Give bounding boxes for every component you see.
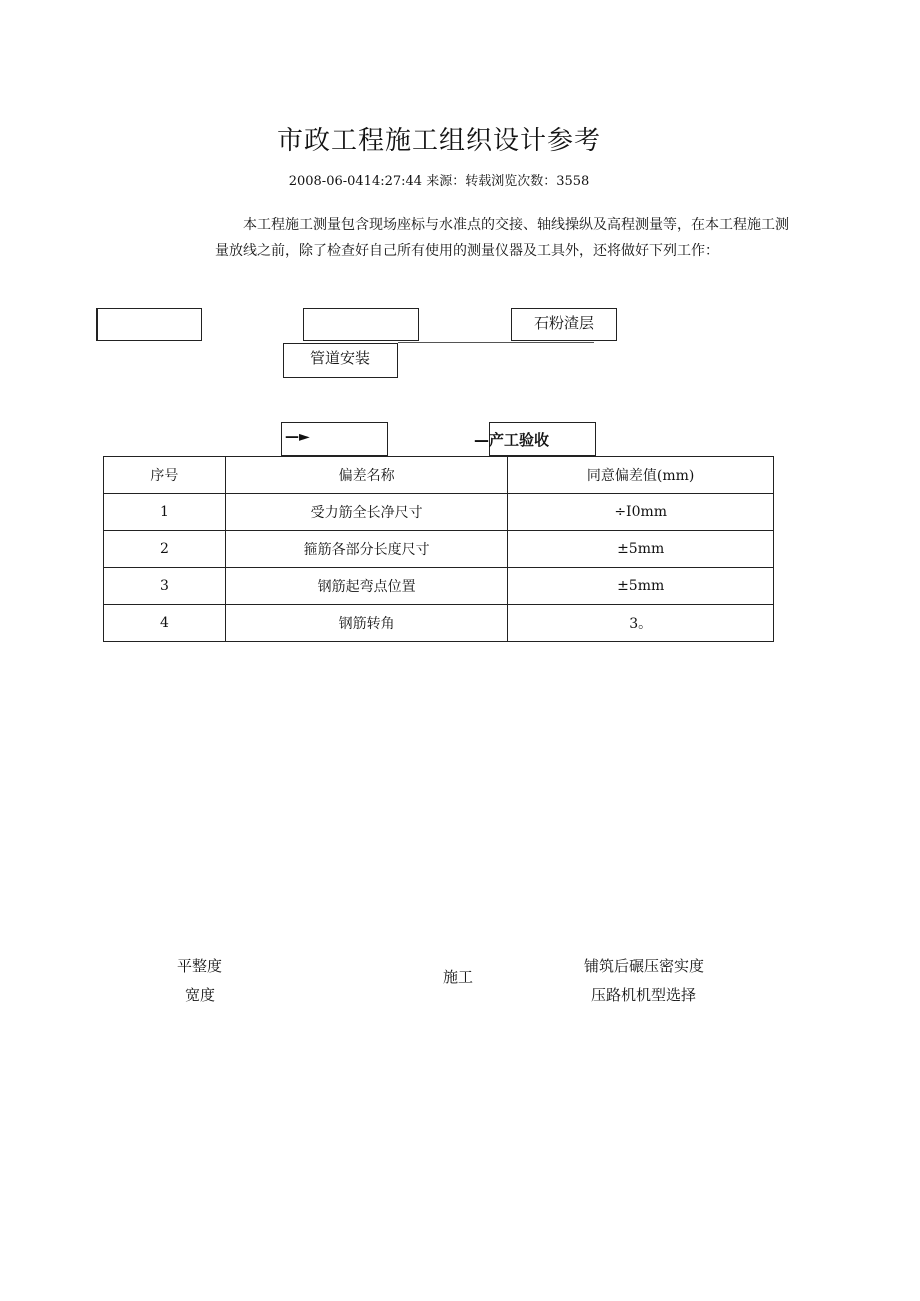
- label-compaction: 铺筑后碾压密实度: [584, 957, 705, 975]
- cell-index: 2: [104, 531, 226, 568]
- cell-index: 1: [104, 494, 226, 531]
- page-title: 市政工程施工组织设计参考: [276, 126, 601, 156]
- label-construction: 施工: [443, 968, 474, 986]
- header-tolerance: 同意偏差值(mm): [508, 457, 774, 494]
- cell-tolerance: ±5mm: [508, 568, 774, 605]
- guandao-label: 管道安装: [310, 349, 371, 367]
- cell-name: 钢筋起弯点位置: [225, 568, 508, 605]
- label-flatness: 平整度: [177, 957, 223, 975]
- intro-paragraph: 本工程施工测量包含现场座标与水准点的交接、轴线操纵及高程测量等，在本工程施工测量放线之前，除了检查好自己所有使用的测量仪器及工具外，还将做好下列工作：: [215, 217, 789, 259]
- cell-tolerance: ÷I0mm: [508, 494, 774, 531]
- arrow-box: [281, 422, 388, 456]
- table-row: [104, 605, 774, 642]
- cell-index: 4: [104, 605, 226, 642]
- header-index: 序号: [104, 457, 226, 494]
- label-roller-selection: 压路机机型选择: [591, 986, 697, 1004]
- cell-tolerance: 3。: [508, 605, 774, 642]
- table-row: [104, 531, 774, 568]
- cell-index: 3: [104, 568, 226, 605]
- table-row: [104, 494, 774, 531]
- header-name: 偏差名称: [225, 457, 508, 494]
- article-meta: 2008-06-0414:27:44 来源：转载浏览次数：3558: [288, 174, 590, 189]
- shifen-label: 石粉渣层: [534, 314, 595, 332]
- connector-line: [398, 342, 594, 343]
- deviation-table: [103, 456, 774, 642]
- arrow-label: —►: [285, 429, 310, 445]
- empty-box-middle: [303, 308, 419, 341]
- empty-box-left: [96, 308, 202, 341]
- cell-name: 箍筋各部分长度尺寸: [225, 531, 508, 568]
- table-row: [104, 568, 774, 605]
- cell-name: 钢筋转角: [225, 605, 508, 642]
- label-width: 宽度: [185, 986, 216, 1004]
- table-header-row: [104, 457, 774, 494]
- guandao-box: [283, 343, 398, 378]
- cell-tolerance: ±5mm: [508, 531, 774, 568]
- shifen-box: [511, 308, 617, 341]
- cell-name: 受力筋全长净尺寸: [225, 494, 508, 531]
- chan-label: —产工验收: [474, 431, 550, 449]
